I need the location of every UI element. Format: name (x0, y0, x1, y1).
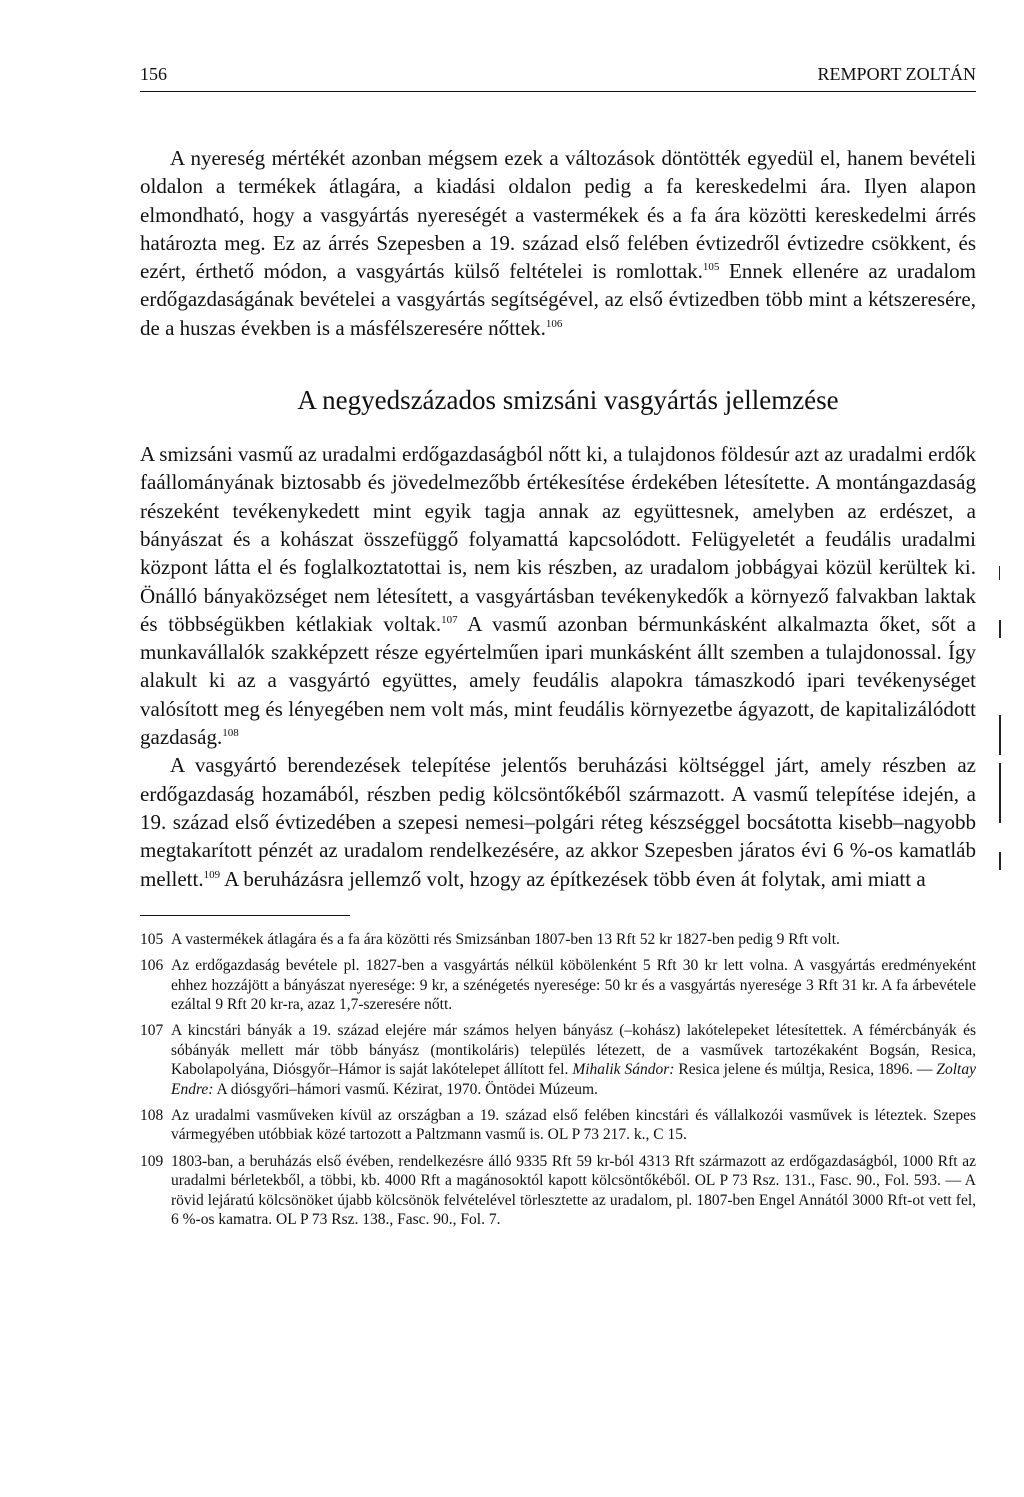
footnote-106 (140, 956, 976, 1014)
footnote-ref-105: 105 (702, 261, 720, 274)
footnote-separator (140, 915, 350, 916)
running-head-author: REMPORT ZOLTÁN (817, 64, 976, 84)
footnote-number: 107 (140, 1022, 164, 1040)
scan-margin-mark (999, 852, 1001, 870)
paragraph-1-text-a: A nyereség mértékét azonban mégsem ezek a változások döntötték egyedül el, hanem bevételi oldalon a termékek átlagára, a kiadási oldalon pedig a fa kereskedelmi ára. Ilyen alapon elmondható, hogy a vasgyártás nyereségét a vastermékek és a fa ára közötti kereskedelmi árrés határozta meg. Ez az árrés Szepesben a 19. század első felében évtizedről évtizedre csökkent, és ezért, érthető módon, a vasgyártás külső feltételei is romlottak. (140, 146, 976, 284)
section-title: A negyedszázados smizsáni vasgyártás jellemzése (297, 385, 839, 416)
footnote-ref-106: 106 (545, 317, 563, 330)
footnote-107 (140, 1021, 976, 1099)
footnote-ref-109: 109 (203, 868, 221, 881)
running-head (140, 64, 976, 92)
footnote-109 (140, 1152, 976, 1230)
footnote-108 (140, 1106, 976, 1145)
footnote-number: 106 (140, 957, 164, 975)
footnote-105 (140, 930, 976, 949)
footnote-text: Az erdőgazdaság bevétele pl. 1827-ben a vasgyártás nélkül köbölenként 5 Rft 30 kr lett volna. A vasgyártás eredményeként ehhez hozzájött a bányászat nyeresége: 9 kr, a szénégetés nyeresége: 50 kr és a vasgyártás nyeresége 3 Rft 31 kr. A fa árbevétele ezáltal 9 Rft 20 kr-ra, azaz 1,7-szeresére nőtt. (171, 957, 976, 1014)
scan-margin-mark (999, 763, 1001, 823)
footnote-text: 1803-ban, a beruházás első évében, rendelkezésre álló 9335 Rft 59 kr-ból 4313 Rft származott az erdőgazdaságból, 1000 Rft az uradalmi bérletekből, a többi, kb. 4000 Rft a magánosoktól kapott kölcsöntőkéből. OL P 73 Rsz. 131., Fasc. 90., Fol. 593. — A rövid lejáratú kölcsönöket újabb kölcsönök felvételével törlesztette az uradalom, pl. 1807-ben Engel Annától 3000 Rft-ot vett fel, 6 %-os kamatra. OL P 73 Rsz. 138., Fasc. 90., Fol. 7. (171, 1152, 976, 1229)
cited-author: Mihalik Sándor: (572, 1061, 675, 1079)
footnote-ref-107: 107 (441, 613, 458, 626)
footnote-text-a: A kincstári bányák a 19. század elejére már számos helyen bányász (–kohász) lakótelepeket létesítettek. A fémércbányák és sóbányák mellett már több bányász (montikoláris) település létezett, de a vasművek tartozékaként Bogsán, Resica, Kabolapolyána, Diósgyőr–Hámor is saját lakótelepet állított fel. (171, 1022, 976, 1079)
paragraph-3-text-a: A vasgyártó berendezések telepítése jelentős beruházási költséggel járt, amely részben az erdőgazdaság hozamából, részben pedig kölcsöntőkéből származott. A vasmű telepítése idején, a 19. század első évtizedében a szepesi nemesi–polgári réteg készséggel bocsátotta kisebb–nagyobb megtakarított pénzét az uradalom rendelkezésére, az akkor Szepesben járatos évi 6 %-os kamatláb mellett. (140, 753, 976, 891)
footnote-number: 105 (140, 930, 164, 948)
page-number: 156 (140, 64, 167, 84)
paragraph-1-text-b: Ennek ellenére az uradalom erdőgazdaságának bevételei a vasgyártás segítségével, az első évtizedben több mint a kétszeresére, de a huszas években is a másfélszeresére nőttek. (140, 259, 976, 340)
book-page (140, 64, 976, 1237)
paragraph-2-text-b: A vasmű azonban bérmunkásként alkalmazta őket, sőt a munkavállalók szakképzett része egyértelműen ipari munkásként állt szemben a tulajdonossal. Így alakult ki az a vasgyártó együttes, amely feudális alapokra támaszkodó ipari tevékenységet valósított meg és lényegében nem volt más, mint feudális környezetbe ágyazott, de kapitalizálódott gazdaság. (140, 611, 976, 750)
footnote-text: Az uradalmi vasműveken kívül az országban a 19. század első felében kincstári és vállalkozói vasművek is léteztek. Szepes vármegyében utóbbiak közé tartozott a Paltzmann vasmű is. OL P 73 217. k., C 15. (171, 1107, 976, 1144)
footnote-ref-108: 108 (222, 727, 239, 740)
paragraph-3 (140, 751, 976, 892)
scan-margin-mark (999, 715, 1001, 755)
paragraph-2-text-a: A smizsáni vasmű az uradalmi erdőgazdaságból nőtt ki, a tulajdonos földesúr azt az uradalmi erdők faállományának biztosabb és jövedelmezőbb értékesítése érdekében létesítette. A montángazdaság részeként tevékenykedett mint egyik tagja annak az együttesnek, amelyben az erdészet, a bányászat és a kohászat összefüggő folyamattá kapcsolódott. Felügyeletét a feudális uradalmi központ látta el és foglalkoztatottai is, nem kis részben, az uradalom jobbágyai közül kerültek ki. Önálló bányaközséget nem létesített, a vasgyártásban tevékenykedők a környező falvakban laktak és többségükben kétlakiak voltak. (140, 442, 976, 636)
footnote-text-c: A diósgyőri–hámori vasmű. Kézirat, 1970. Öntödei Múzeum. (213, 1080, 598, 1098)
footnote-text-b: Resica jelene és múltja, Resica, 1896. — (674, 1061, 937, 1079)
paragraph-3-text-b: A beruházásra jellemző volt, hzogy az építkezések több éven át folytak, ami miatt a (220, 866, 926, 891)
scan-margin-mark (999, 566, 1000, 580)
footnote-number: 109 (140, 1152, 164, 1170)
footnote-text: A vastermékek átlagára és a fa ára közötti rés Smizsánban 1807-ben 13 Rft 52 kr 1827-ben pedig 9 Rft volt. (171, 930, 840, 948)
paragraph-1 (140, 144, 976, 342)
scan-margin-mark (999, 620, 1001, 638)
footnotes (140, 930, 976, 1230)
footnote-number: 108 (140, 1107, 164, 1125)
paragraph-2 (140, 440, 976, 751)
cited-author: Zoltay Endre: (171, 1061, 976, 1098)
